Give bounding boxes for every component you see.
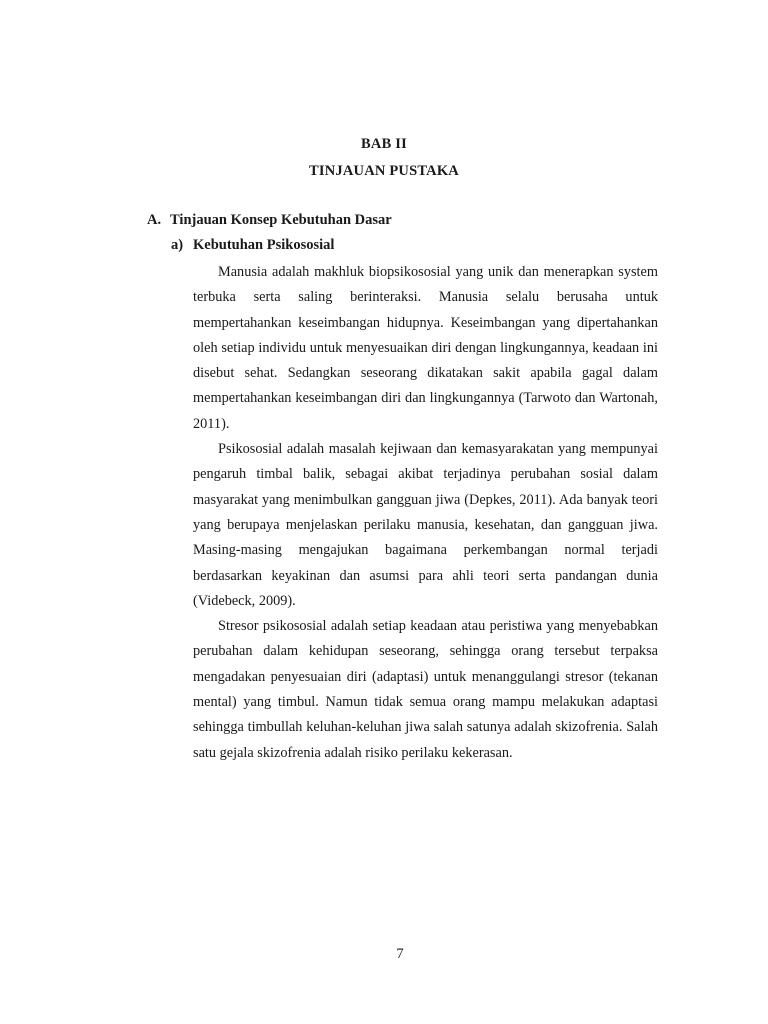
paragraph: Psikososial adalah masalah kejiwaan dan kemasyarakatan yang mempunyai pengaruh timbal balik, sebagai akibat terjadinya perubahan sosial dalam masyarakat yang menimbulkan gangguan jiwa (Depkes, 2011). Ada banyak teori yang berupaya menjelaskan perilaku manusia, kesehatan, dan gangguan jiwa. Masing-masing mengajukan bagaimana perkembangan normal terjadi berdasarkan keyakinan dan asumsi para ahli teori serta pandangan dunia (Videbeck, 2009). [193,441,658,609]
subsection-title: Kebutuhan Psikososial [193,237,335,253]
paragraph: Manusia adalah makhluk biopsikososial yang unik dan menerapkan system terbuka serta saling berinteraksi. Manusia selalu berusaha untuk mempertahankan keseimbangan hidupnya. Keseimbangan yang dipertahankan oleh setiap individu untuk menyesuaikan diri dengan lingkungannya, keadaan ini disebut sehat. Sedangkan seseorang dikatakan sakit apabila gagal dalam mempertahankan keseimbangan diri dan lingkungannya (Tarwoto dan Wartonah, 2011). [193,264,658,432]
subsection-heading [171,237,334,254]
subsection-marker: a) [171,237,184,253]
section-heading [147,212,392,229]
section-title: Tinjauan Konsep Kebutuhan Dasar [170,212,392,228]
page-number: 7 [396,946,404,962]
section-marker: A. [147,212,162,228]
chapter-title: TINJAUAN PUSTAKA [309,163,459,179]
body-text [193,260,658,766]
paragraph: Stresor psikososial adalah setiap keadaan atau peristiwa yang menyebabkan perubahan dalam kehidupan seseorang, sehingga orang tersebut terpaksa mengadakan penyesuaian diri (adaptasi) untuk menanggulangi stresor (tekanan mental) yang timbul. Namun tidak semua orang mampu melakukan adaptasi sehingga timbullah keluhan-keluhan jiwa salah satunya adalah skizofrenia. Salah satu gejala skizofrenia adalah risiko perilaku kekerasan. [193,618,658,761]
chapter-label: BAB II [361,136,407,152]
